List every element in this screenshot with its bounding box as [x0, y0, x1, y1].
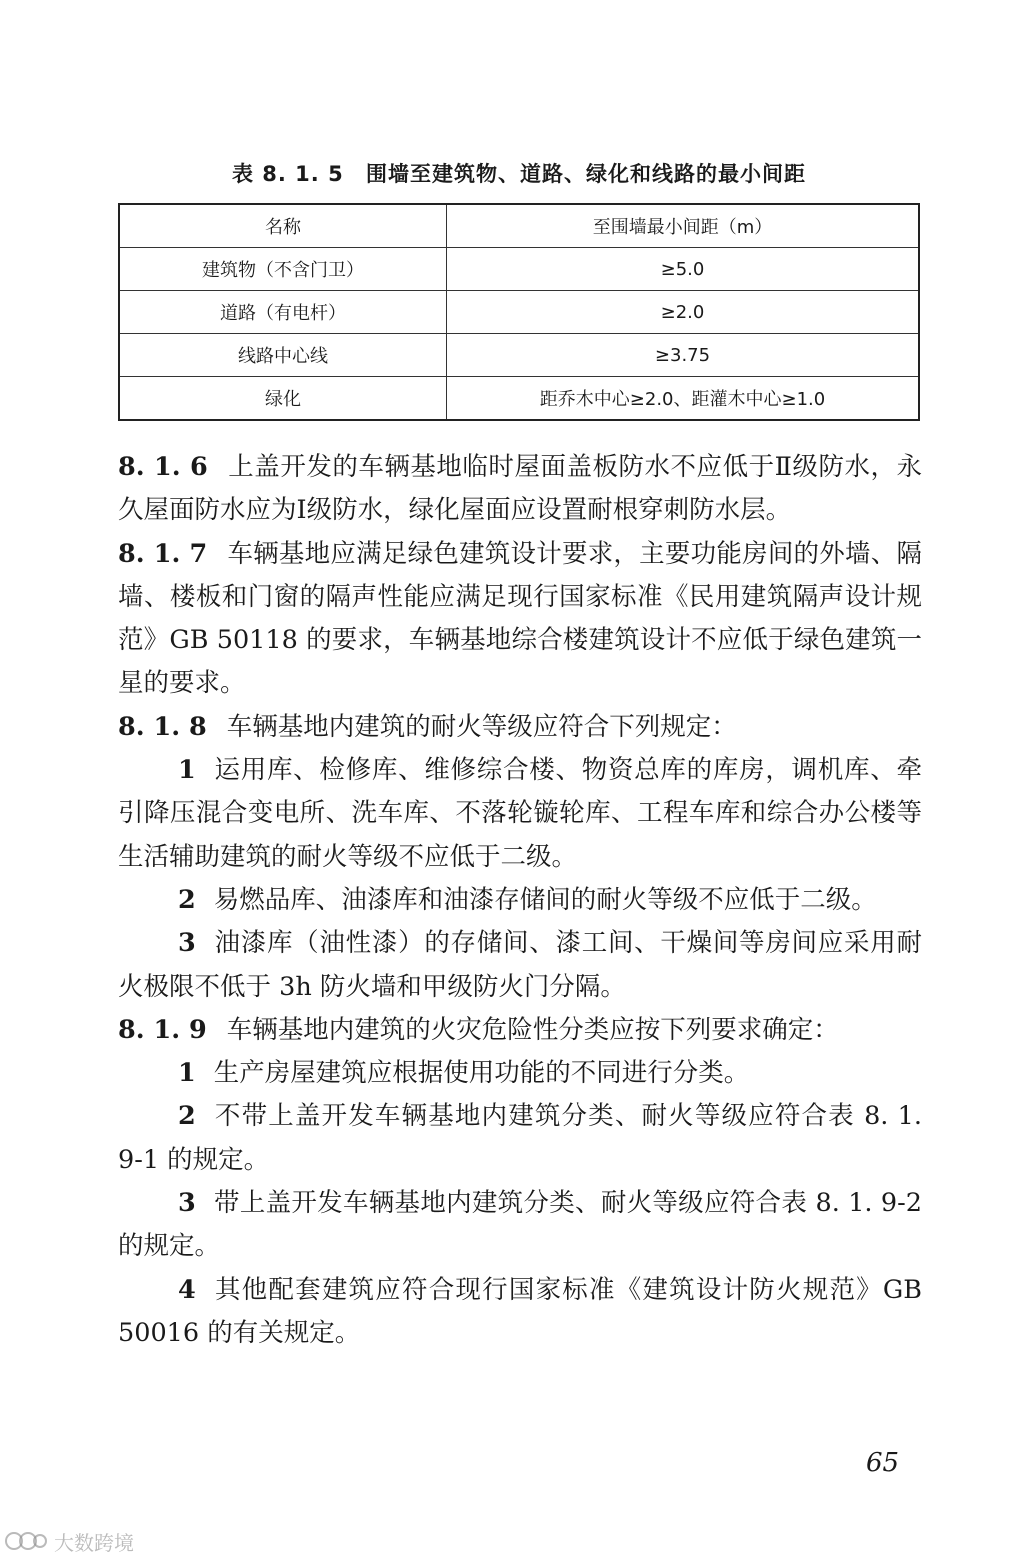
spacing-table [118, 203, 920, 421]
header-name: 名称 [119, 204, 447, 248]
watermark [4, 1526, 154, 1556]
row-value: ≥5.0 [447, 248, 920, 291]
body-text [118, 446, 922, 1355]
table-row [119, 377, 919, 421]
list-item [118, 1269, 922, 1356]
item-number: 1 [178, 755, 196, 786]
clause-text: 车辆基地内建筑的耐火等级应符合下列规定： [226, 711, 737, 742]
item-text: 易燃品库、油漆库和油漆存储间的耐火等级不应低于二级。 [213, 884, 877, 915]
row-value: 距乔木中心≥2.0、距灌木中心≥1.0 [447, 377, 920, 421]
item-number: 4 [178, 1274, 196, 1305]
table-row [119, 291, 919, 334]
table-header-row [119, 204, 919, 248]
item-text: 运用库、检修库、维修综合楼、物资总库的库房，调机库、牵引降压混合变电所、洗车库、不落轮镟轮库、工程车库和综合办公楼等生活辅助建筑的耐火等级不应低于二级。 [118, 755, 922, 872]
page-number: 65 [866, 1448, 900, 1478]
item-number: 2 [178, 884, 196, 915]
item-number: 3 [178, 928, 196, 959]
table-caption [118, 158, 920, 188]
table-number: 表 8. 1. 5 [231, 162, 344, 186]
table-title: 围墙至建筑物、道路、绿化和线路的最小间距 [366, 162, 807, 186]
row-value: ≥3.75 [447, 334, 920, 377]
item-text: 生产房屋建筑应根据使用功能的不同进行分类。 [213, 1058, 750, 1089]
item-text: 其他配套建筑应符合现行国家标准《建筑设计防火规范》GB 50016 的有关规定。 [118, 1274, 922, 1348]
table-row [119, 334, 919, 377]
clause-number: 8. 1. 7 [118, 538, 208, 569]
row-name: 绿化 [119, 377, 447, 421]
item-number: 1 [178, 1058, 196, 1089]
row-name: 建筑物（不含门卫） [119, 248, 447, 291]
clause-8-1-7 [118, 533, 922, 706]
watermark-logo-icon [4, 1529, 48, 1553]
clause-number: 8. 1. 8 [118, 711, 207, 742]
clause-number: 8. 1. 9 [118, 1014, 207, 1045]
clause-text: 上盖开发的车辆基地临时屋面盖板防水不应低于Ⅱ级防水，永久屋面防水应为Ⅰ级防水，绿化屋面应设置耐根穿刺防水层。 [118, 452, 922, 526]
row-name: 线路中心线 [119, 334, 447, 377]
item-text: 不带上盖开发车辆基地内建筑分类、耐火等级应符合表 8. 1. 9-1 的规定。 [118, 1101, 922, 1175]
item-number: 3 [178, 1188, 196, 1219]
list-item [118, 1182, 922, 1269]
clause-text: 车辆基地应满足绿色建筑设计要求，主要功能房间的外墙、隔墙、楼板和门窗的隔声性能应满足现行国家标准《民用建筑隔声设计规范》GB 50118 的要求，车辆基地综合楼建筑设计不应低于绿色建筑一星的要求。 [118, 538, 922, 699]
item-number: 2 [178, 1101, 196, 1132]
item-text: 带上盖开发车辆基地内建筑分类、耐火等级应符合表 8. 1. 9-2 的规定。 [118, 1188, 922, 1262]
clause-number: 8. 1. 6 [118, 452, 208, 482]
list-item [118, 1052, 922, 1095]
list-item [118, 879, 922, 922]
item-text: 油漆库（油性漆）的存储间、漆工间、干燥间等房间应采用耐火极限不低于 3h 防火墙和甲级防火门分隔。 [118, 928, 922, 1002]
row-name: 道路（有电杆） [119, 291, 447, 334]
header-distance: 至围墙最小间距（m） [447, 204, 920, 248]
clause-8-1-9 [118, 1009, 922, 1052]
list-item [118, 749, 922, 879]
watermark-text: 大数跨境 [54, 1530, 134, 1555]
row-value: ≥2.0 [447, 291, 920, 334]
list-item [118, 1095, 922, 1182]
clause-text: 车辆基地内建筑的火灾危险性分类应按下列要求确定： [226, 1014, 839, 1045]
clause-8-1-8 [118, 706, 922, 749]
list-item [118, 922, 922, 1009]
clause-8-1-6 [118, 446, 922, 533]
table-row [119, 248, 919, 291]
